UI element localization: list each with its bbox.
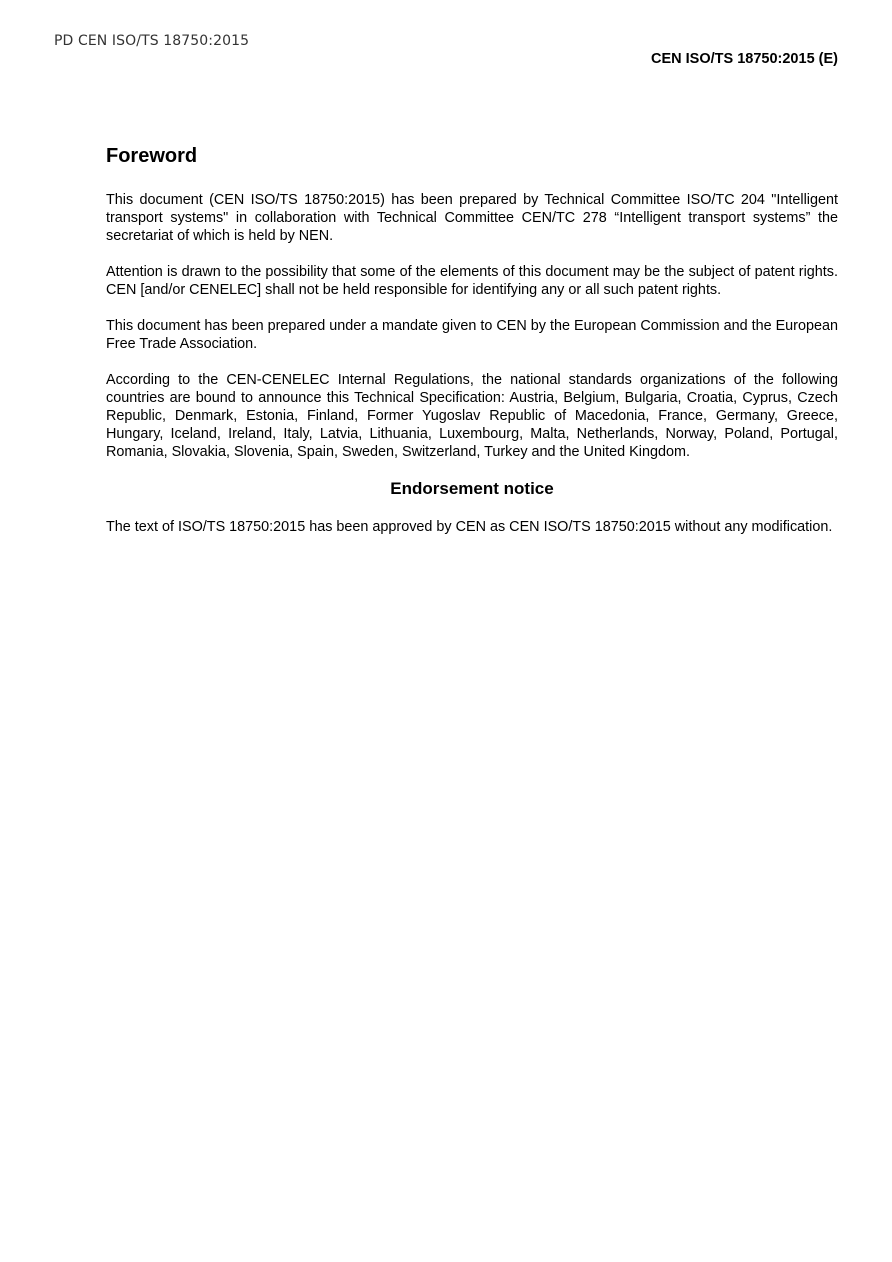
page-identifier: PD CEN ISO/TS 18750:2015 [54,33,250,49]
endorsement-heading: Endorsement notice [390,479,554,498]
document-body [106,144,838,554]
foreword-heading: Foreword [106,145,198,167]
foreword-paragraph-1: This document (CEN ISO/TS 18750:2015) has been prepared by Technical Committee ISO/TC 204 "Intelligent transport systems" in collaboration with Technical Committee CEN/TC 278 “Intelligent transport systems” the secretariat of which is held by NEN. [106,192,838,244]
foreword-paragraph-3: This document has been prepared under a mandate given to CEN by the European Commission and the European Free Trade Association. [106,318,838,352]
endorsement-paragraph: The text of ISO/TS 18750:2015 has been approved by CEN as CEN ISO/TS 18750:2015 without any modification. [106,519,833,536]
foreword-paragraph-4: According to the CEN-CENELEC Internal Regulations, the national standards organizations of the following countries are bound to announce this Technical Specification: Austria, Belgium, Bulgaria, Croatia, Cyprus, Czech Republic, Denmark, Estonia, Finland, Former Yugoslav Republic of Macedonia, France, Germany, Greece, Hungary, Iceland, Ireland, Italy, Latvia, Lithuania, Luxembourg, Malta, Netherlands, Norway, Poland, Portugal, Romania, Slovakia, Slovenia, Spain, Sweden, Switzerland, Turkey and the United Kingdom. [106,372,838,460]
document-reference: CEN ISO/TS 18750:2015 (E) [651,51,838,67]
foreword-paragraph-2: Attention is drawn to the possibility that some of the elements of this document may be the subject of patent rights. CEN [and/or CENELEC] shall not be held responsible for identifying any or all such patent rights. [106,264,838,298]
